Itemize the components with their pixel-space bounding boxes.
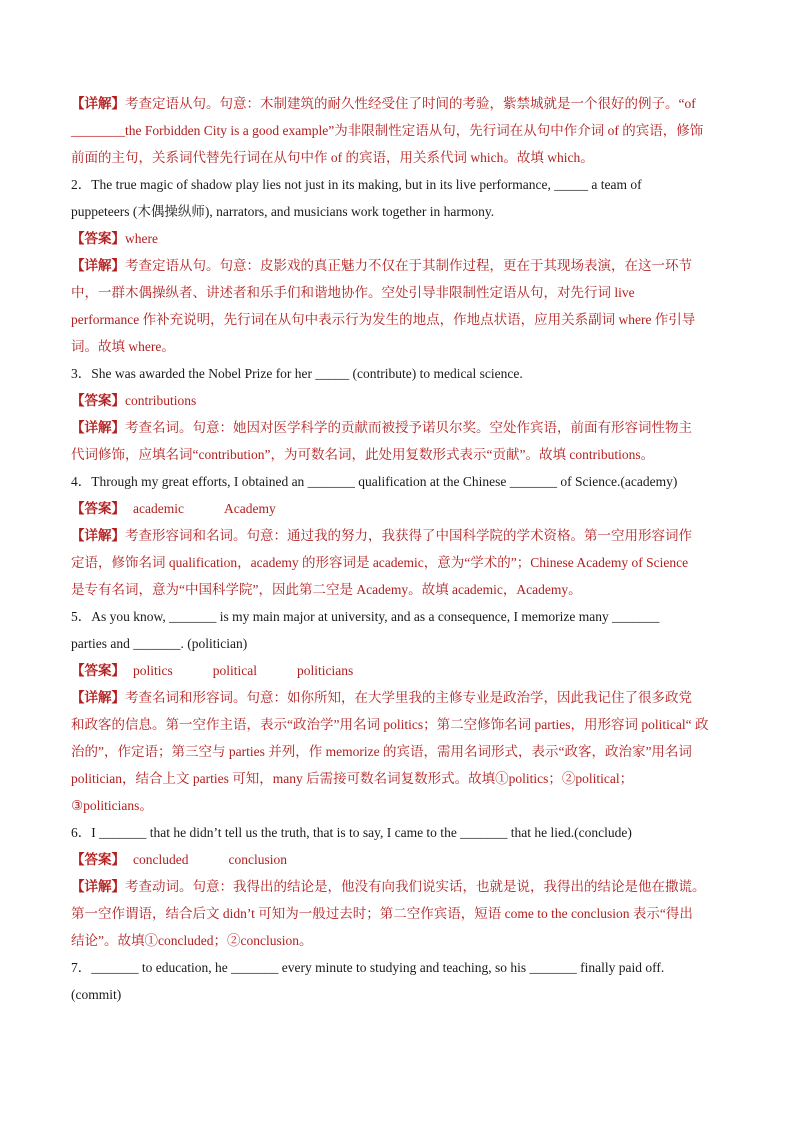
q4-stem: [71, 468, 723, 495]
q1-explain-line-3: 前面的主句，关系词代替先行词在从句中作 of 的宾语，用关系代词 which。故填 which。: [71, 150, 594, 165]
explain-tag: 【详解】: [71, 96, 125, 111]
q4-answer-values: [133, 495, 316, 522]
q4-answer: [71, 495, 723, 522]
q1-explain-quote: ________the Forbidden City is a good example: [71, 123, 329, 138]
q7-stem-text-1: _______ to education, he _______ every minute to studying and teaching, so his _______ finally paid off.: [91, 960, 665, 975]
q7-stem-line-2: (commit): [71, 987, 122, 1002]
q3-explain-text-1: 考查名词。句意：她因对医学科学的贡献而被授予诺贝尔奖。空处作宾语，前面有形容词性物主: [125, 420, 692, 435]
q4-number: 4．: [71, 474, 92, 489]
q5-number: 5．: [71, 609, 92, 624]
q5-explain-line-1: [71, 684, 723, 711]
q6-explain-line-2: 第一空作谓语，结合后文 didn’t 可知为一般过去时；第二空作宾语，短语 come to the conclusion 表示“得出: [71, 906, 693, 921]
q2-stem-line-1: [71, 171, 723, 198]
q3-answer-value: contributions: [125, 393, 197, 408]
q5-stem-line-2: parties and _______. (politician): [71, 636, 248, 651]
q3-explain-line-2: 代词修饰，应填名词“contribution”，为可数名词，此处用复数形式表示“贡献”。故填 contributions。: [71, 447, 655, 462]
answer-tag: 【答案】: [71, 393, 125, 408]
explain-tag: 【详解】: [71, 879, 125, 894]
q5-answer-2: political: [212, 663, 257, 678]
q6-answer: [71, 846, 723, 873]
explain-tag: 【详解】: [71, 258, 125, 273]
q2-explain-line-1: [71, 252, 723, 279]
q4-explain-line-1: [71, 522, 723, 549]
q1-explain-line-2: [71, 117, 723, 144]
q2-stem-text-1: The true magic of shadow play lies not just in its making, but in its live performance, _____ a team of: [91, 177, 642, 192]
q2-explain-line-2: 中，一群木偶操纵者、讲述者和乐手们和谐地协作。空处引导非限制性定语从句，对先行词 live: [71, 285, 635, 300]
q4-answer-2: Academy: [223, 501, 276, 516]
answer-tag: 【答案】: [71, 663, 125, 678]
q5-stem-line-1: [71, 603, 723, 630]
q2-answer: [71, 225, 723, 252]
q4-stem-text: Through my great efforts, I obtained an _______ qualification at the Chinese _______ of Science.(academy): [91, 474, 678, 489]
q6-explain-text-1: 考查动词。句意：我得出的结论是，他没有向我们说实话，也就是说，我得出的结论是他在撒谎。: [125, 879, 706, 894]
q5-stem-text-1: As you know, _______ is my main major at university, and as a consequence, I memorize many _______: [91, 609, 660, 624]
q2-answer-value: where: [125, 231, 158, 246]
q1-explain-line-1: [71, 90, 723, 117]
q4-explain-text-1: 考查形容词和名词。句意：通过我的努力，我获得了中国科学院的学术资格。第一空用形容词作: [125, 528, 692, 543]
q2-number: 2．: [71, 177, 92, 192]
q6-answer-1: concluded: [133, 852, 189, 867]
q2-stem-line-2: puppeteers (木偶操纵师), narrators, and musicians work together in harmony.: [71, 204, 495, 219]
q4-explain-line-2: 定语，修饰名词 qualification，academy 的形容词是 academic，意为“学术的”；Chinese Academy of Science: [71, 555, 689, 570]
q6-stem-text: I _______ that he didn’t tell us the truth, that is to say, I came to the _______ that he lied.(conclude): [91, 825, 632, 840]
q5-explain-line-5: ③politicians。: [71, 798, 153, 813]
q7-stem-line-1: [71, 954, 723, 981]
q5-explain-text-1: 考查名词和形容词。句意：如你所知，在大学里我的主修专业是政治学，因此我记住了很多政党: [125, 690, 692, 705]
q2-explain-line-3: performance 作补充说明，先行词在从句中表示行为发生的地点，作地点状语，应用关系副词 where 作引导: [71, 312, 696, 327]
q5-explain-line-4: politician，结合上文 parties 可知，many 后需接可数名词复数形式。故填①politics；②political；: [71, 771, 634, 786]
q1-explain-text-1: 考查定语从句。句意：木制建筑的耐久性经受住了时间的考验，紫禁城就是一个很好的例子。“of: [125, 96, 696, 111]
q3-explain-line-1: [71, 414, 723, 441]
q2-explain-text-1: 考查定语从句。句意：皮影戏的真正魅力不仅在于其制作过程，更在于其现场表演，在这一环节: [125, 258, 692, 273]
q2-explain-line-4: 词。故填 where。: [71, 339, 175, 354]
q4-answer-1: academic: [133, 501, 184, 516]
explain-tag: 【详解】: [71, 420, 125, 435]
q5-explain-line-3: 治的”，作定语；第三空与 parties 并列，作 memorize 的宾语，需用名词形式，表示“政客，政治家”用名词: [71, 744, 692, 759]
explain-tag: 【详解】: [71, 528, 125, 543]
answer-tag: 【答案】: [71, 501, 125, 516]
q6-explain-line-1: [71, 873, 723, 900]
q6-answer-2: conclusion: [228, 852, 287, 867]
q3-stem: [71, 360, 723, 387]
explain-tag: 【详解】: [71, 690, 125, 705]
answer-tag: 【答案】: [71, 852, 125, 867]
q7-number: 7．: [71, 960, 92, 975]
q6-number: 6．: [71, 825, 92, 840]
q6-explain-line-3: 结论”。故填①concluded；②conclusion。: [71, 933, 313, 948]
q3-number: 3．: [71, 366, 92, 381]
q5-answer: [71, 657, 723, 684]
q5-answer-1: politics: [133, 663, 173, 678]
q4-explain-line-3: 是专有名词，意为“中国科学院”，因此第二空是 Academy。故填 academic，Academy。: [71, 582, 582, 597]
document-content: [71, 90, 723, 1008]
q5-explain-line-2: 和政客的信息。第一空作主语，表示“政治学”用名词 politics；第二空修饰名词 parties，用形容词 political“ 政: [71, 717, 709, 732]
q3-stem-text: She was awarded the Nobel Prize for her _____ (contribute) to medical science.: [91, 366, 523, 381]
q5-answer-3: politicians: [297, 663, 354, 678]
q6-answer-values: [133, 846, 327, 873]
q1-explain-text-2: ”为非限制性定语从句，先行词在从句中作介词 of 的宾语，修饰: [328, 123, 704, 138]
q5-answer-values: [133, 657, 393, 684]
q6-stem: [71, 819, 723, 846]
answer-tag: 【答案】: [71, 231, 125, 246]
q3-answer: [71, 387, 723, 414]
